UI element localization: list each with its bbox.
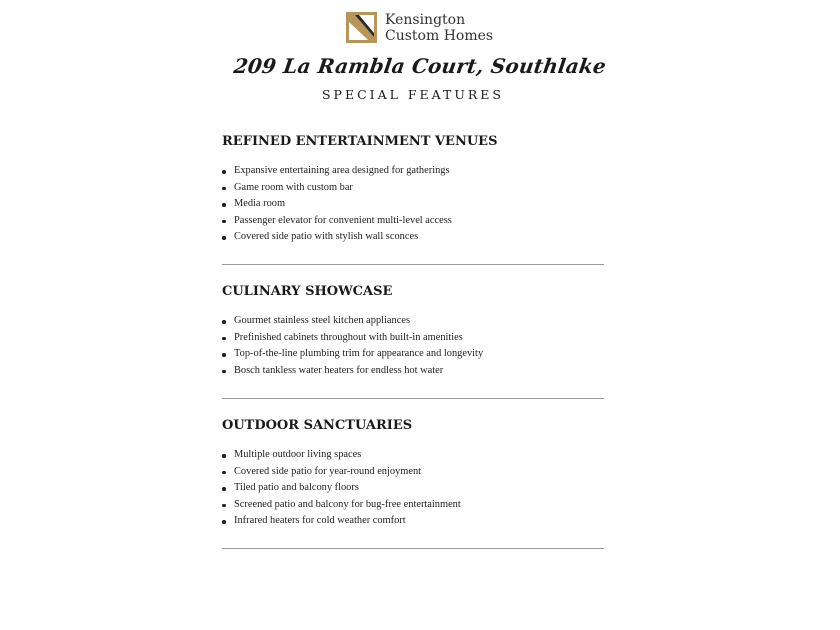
document-subtitle: SPECIAL FEATURES — [321, 87, 504, 102]
feature-list — [222, 313, 604, 379]
section-title: REFINED ENTERTAINMENT VENUES — [222, 134, 498, 149]
brand-name — [385, 12, 493, 44]
list-item: Expansive entertaining area designed for gatherings — [222, 163, 604, 180]
brand-logo — [346, 12, 493, 44]
list-item: Game room with custom bar — [222, 180, 604, 197]
brand-name-line-2: Custom Homes — [385, 28, 494, 44]
list-item: Gourmet stainless steel kitchen appliances — [222, 313, 604, 330]
list-item: Covered side patio with stylish wall sconces — [222, 229, 604, 246]
feature-list — [222, 447, 604, 530]
section-divider — [222, 548, 604, 549]
section-culinary — [222, 284, 604, 376]
kensington-logo-icon — [346, 12, 377, 43]
list-item: Media room — [222, 196, 604, 213]
list-item: Tiled patio and balcony floors — [222, 480, 604, 497]
section-title: OUTDOOR SANCTUARIES — [222, 418, 413, 433]
list-item: Prefinished cabinets throughout with built-in amenities — [222, 330, 604, 347]
section-entertainment — [222, 134, 604, 242]
list-item: Infrared heaters for cold weather comfort — [222, 513, 604, 530]
section-divider — [222, 398, 604, 399]
list-item: Multiple outdoor living spaces — [222, 447, 604, 464]
brand-name-line-1: Kensington — [385, 12, 466, 28]
list-item: Top-of-the-line plumbing trim for appearance and longevity — [222, 346, 604, 363]
list-item: Passenger elevator for convenient multi-level access — [222, 213, 604, 230]
list-item: Bosch tankless water heaters for endless hot water — [222, 363, 604, 380]
section-outdoor — [222, 418, 604, 526]
feature-list — [222, 163, 604, 246]
section-divider — [222, 264, 604, 265]
section-title: CULINARY SHOWCASE — [222, 284, 393, 299]
list-item: Screened patio and balcony for bug-free entertainment — [222, 497, 604, 514]
list-item: Covered side patio for year-round enjoyment — [222, 464, 604, 481]
property-address: 209 La Rambla Court, Southlake — [232, 54, 608, 78]
